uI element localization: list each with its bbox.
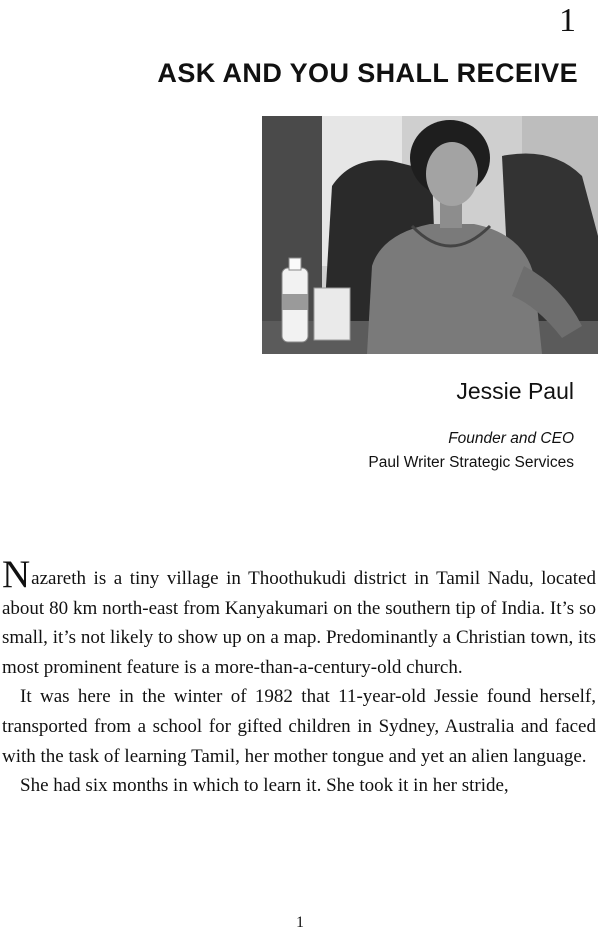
page-number: 1: [296, 914, 304, 931]
paragraph-3: She had six months in which to learn it. She took it in her stride,: [20, 775, 509, 797]
chapter-body: [2, 553, 596, 801]
drop-cap: N: [2, 553, 31, 596]
paragraph-2: It was here in the winter of 1982 that 11-year-old Jessie found herself, transported from a school for gifted children in Sydney, Australia and faced with the task of learning Tamil, her mother tongue and yet an alien language.: [2, 686, 596, 767]
paragraph-1-text: azareth is a tiny village in Thoothukudi district in Tamil Nadu, located about 80 km north-east from Kanyakumari on the southern tip of India. It’s so small, it’s not likely to show up on a map. Predominantly a Christian town, its most prominent feature is a more-than-a-century-old church.: [2, 568, 596, 678]
author-company: Paul Writer Strategic Services: [368, 454, 574, 471]
chapter-number: 1: [559, 2, 576, 39]
author-photo: [262, 116, 598, 354]
author-role: Founder and CEO: [448, 430, 574, 447]
paragraph-1: [2, 553, 596, 682]
chapter-title: ASK AND YOU SHALL RECEIVE: [157, 58, 578, 88]
author-name: Jessie Paul: [456, 378, 574, 404]
